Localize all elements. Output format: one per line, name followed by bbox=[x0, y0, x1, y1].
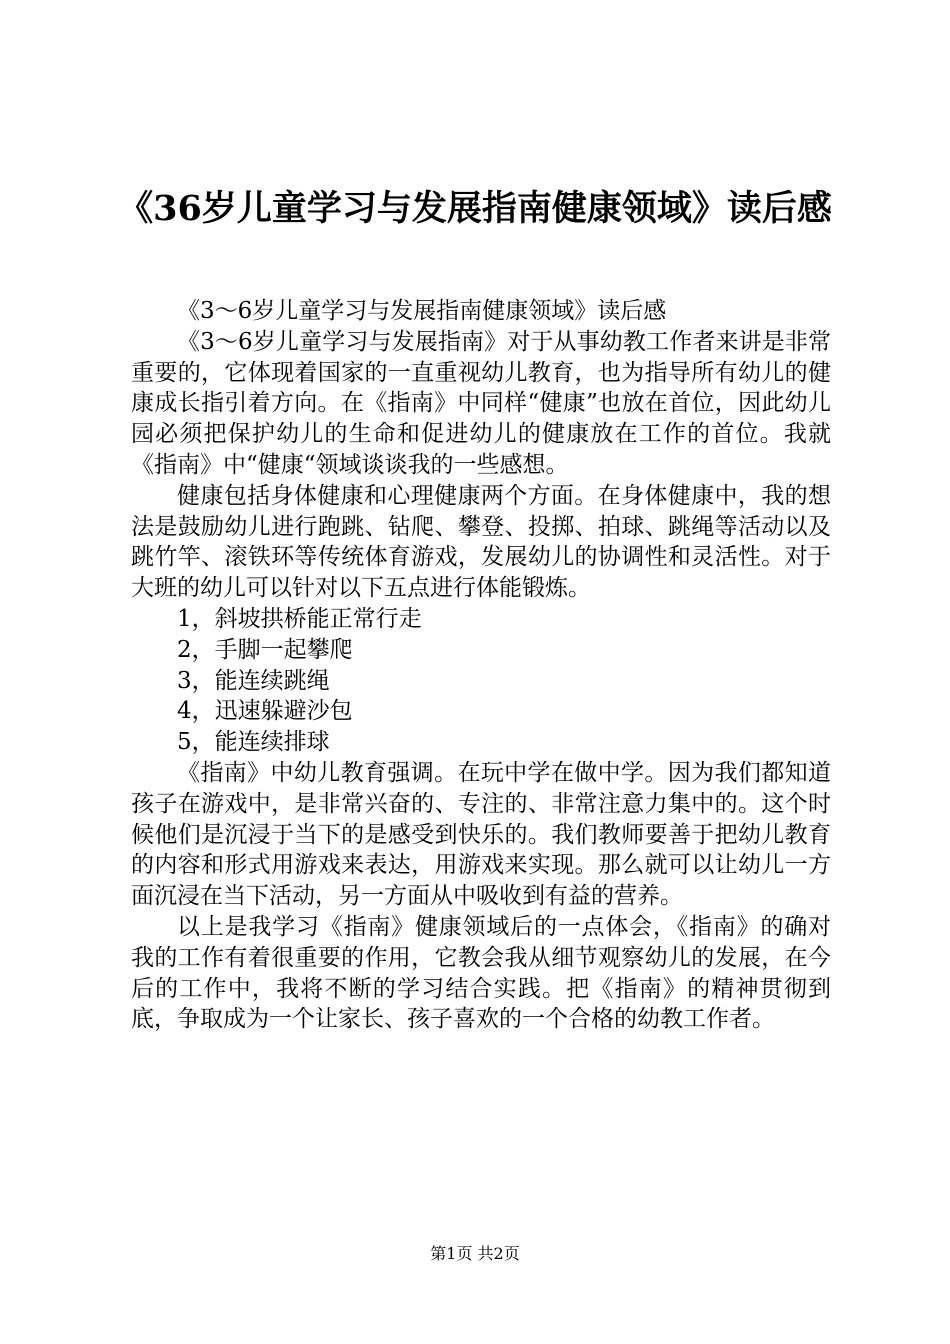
page-footer: 第1页 共2页 bbox=[430, 1244, 520, 1263]
list-item-2: 2，手脚一起攀爬 bbox=[177, 636, 353, 663]
paragraph-play-learning: 《指南》中幼儿教育强调。在玩中学在做中学。因为我们都知道孩子在游戏中，是非常兴奋的、专注的、非常注意力集中的。这个时候他们是沉浸于当下的是感受到快乐的。我们教师要善于把幼儿教育的内容和形式用游戏来表达，用游戏来实现。那么就可以让幼儿一方面沉浸在当下活动，另一方面从中吸收到有益的营养。 bbox=[131, 759, 831, 910]
document-title: 《36岁儿童学习与发展指南健康领域》读后感 bbox=[118, 188, 832, 229]
paragraph-subtitle: 《3～6岁儿童学习与发展指南健康领域》读后感 bbox=[177, 298, 667, 324]
list-item-5: 5，能连续排球 bbox=[177, 729, 330, 756]
paragraph-physical-health: 健康包括身体健康和心理健康两个方面。在身体健康中，我的想法是鼓励幼儿进行跑跳、钻爬、攀登、投掷、拍球、跳绳等活动以及跳竹竿、滚铁环等传统体育游戏，发展幼儿的协调性和灵活性。对于大班的幼儿可以针对以下五点进行体能锻炼。 bbox=[131, 482, 831, 602]
paragraph-conclusion: 以上是我学习《指南》健康领域后的一点体会，《指南》的确对我的工作有着很重要的作用，它教会我从细节观察幼儿的发展，在今后的工作中，我将不断的学习结合实践。把《指南》的精神贯彻到底，争取成为一个让家长、孩子喜欢的一个合格的幼教工作者。 bbox=[131, 913, 831, 1033]
paragraph-intro: 《3～6岁儿童学习与发展指南》对于从事幼教工作者来讲是非常重要的，它体现着国家的一直重视幼儿教育，也为指导所有幼儿的健康成长指引着方向。在《指南》中同样“健康”也放在首位，因此幼儿园必须把保护幼儿的生命和促进幼儿的健康放在工作的首位。我就《指南》中“健康“领域谈谈我的一些感想。 bbox=[131, 328, 831, 478]
document-body bbox=[131, 296, 831, 1035]
list-item-4: 4，迅速躲避沙包 bbox=[177, 698, 353, 725]
list-item-3: 3，能连续跳绳 bbox=[177, 667, 330, 694]
list-item-1: 1，斜坡拱桥能正常行走 bbox=[177, 605, 422, 632]
